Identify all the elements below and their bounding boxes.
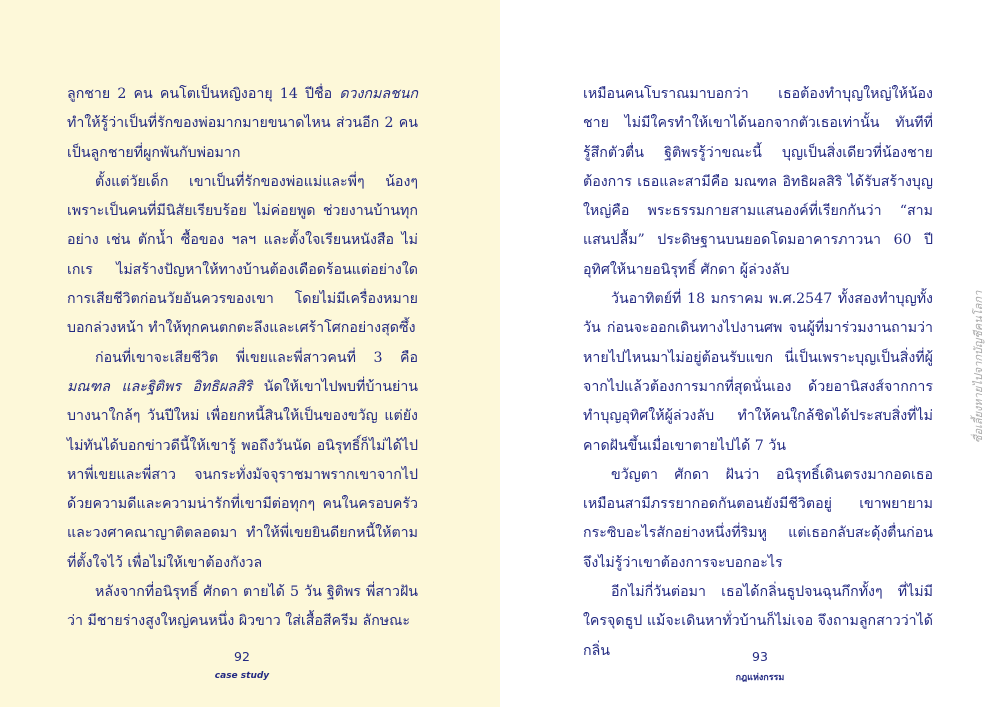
italic-name: มณฑล และฐิติพร อิทธิผลสิริ bbox=[67, 378, 253, 395]
italic-name: ดวงกมลชนก bbox=[339, 86, 418, 102]
side-caption-text: ซื่อเลี้ยงหายไปจากบัญชีคนโลกา bbox=[972, 290, 985, 443]
paragraph bbox=[67, 344, 418, 578]
text-run: นัดให้เขาไปพบที่บ้านย่านบางนาใกล้ๆ วันปีใหม่ เพื่อยกหนี้สินให้เป็นของขวัญ แต่ยังไม่ทันได้บอกข่าวดีนี้ให้เขารู้ พอถึงวันนัด อนิรุทธิ์ก็ไม่ได้ไปหาพี่เขยและพี่สาว จนกระทั่งมัจจุราชมาพรากเขาจากไป ด้วยความดีและความน่ารักที่เขามีต่อทุกๆ คนในครอบครัวและวงศาคณาญาติตลอดมา ทำให้พี่เขยยินดียกหนี้ให้ตามที่ตั้งใจไว้ เพื่อไม่ให้เขาต้องกังวล bbox=[67, 378, 419, 571]
paragraph bbox=[583, 285, 933, 461]
page-number-right: 93 bbox=[752, 649, 768, 664]
text-run: เหมือนคนโบราณมาบอกว่า เธอต้องทำบุญใหญ่ให้น้องชาย ไม่มีใครทำให้เขาได้นอกจากตัวเธอเท่านั้น ทันทีที่รู้สึกตัวตื่น ฐิติพรรู้ว่าขณะนี้ บุญเป็นสิ่งเดียวที่น้องชายต้องการ เธอและสามีคือ มณฑล อิทธิผลสิริ ได้รับสร้างบุญใหญ่คือ พระธรรมกายสามแสนองค์ที่เรียกกันว่า “สามแสนปลื้ม” ประดิษฐานบนยอดโดมอาคารภาวนา 60 ปีอุทิศให้นายอนิรุทธิ์ ศักดา ผู้ล่วงลับ bbox=[583, 86, 933, 278]
text-run: ตั้งแต่วัยเด็ก เขาเป็นที่รักของพ่อแม่และพี่ๆ น้องๆ เพราะเป็นคนที่มีนิสัยเรียบร้อย ไม่ค่อยพูด ช่วยงานบ้านทุกอย่าง เช่น ตักน้ำ ซื้อของ ฯลฯ และตั้งใจเรียนหนังสือ ไม่เกเร ไม่สร้างปัญหาให้ทางบ้านต้องเดือดร้อนแต่อย่างใด การเสียชีวิตก่อนวัยอันควรของเขา โดยไม่มีเครื่องหมายบอกล่วงหน้า ทำให้ทุกคนตกตะลึงและเศร้าโศกอย่างสุดซึ้ง bbox=[67, 173, 418, 337]
text-run: หลังจากที่อนิรุทธิ์ ศักดา ตายได้ 5 วัน ฐิติพร พี่สาวฝันว่า มีชายร่างสูงใหญ่คนหนึ่ง ผิวขาว ใส่เสื้อสีครีม ลักษณะ bbox=[67, 584, 418, 630]
footer-right: กฎแห่งกรรม bbox=[735, 673, 785, 683]
right-page bbox=[500, 0, 1000, 707]
left-page-body bbox=[67, 80, 418, 637]
paragraph bbox=[67, 80, 418, 168]
side-caption bbox=[963, 283, 985, 443]
text-run: อีกไม่กี่วันต่อมา เธอได้กลิ่นธูปจนฉุนกึกทั้งๆ ที่ไม่มีใครจุดธูป แม้จะเดินหาทั่วบ้านก็ไม่เจอ จึงถามลูกสาวว่าได้กลิ่น bbox=[583, 584, 933, 659]
paragraph bbox=[583, 80, 933, 285]
footer-left: case study bbox=[214, 671, 270, 681]
paragraph bbox=[67, 168, 418, 344]
text-run: วันอาทิตย์ที่ 18 มกราคม พ.ศ.2547 ทั้งสองทำบุญทั้งวัน ก่อนจะออกเดินทางไปงานศพ จนผู้ที่มาร่วมงานถามว่าหายไปไหนมาไม่อยู่ต้อนรับแขก นี่เป็นเพราะบุญเป็นสิ่งที่ผู้จากไปแล้วต้องการมากที่สุดนั่นเอง ด้วยอานิสงส์จากการทำบุญอุทิศให้ผู้ล่วงลับ ทำให้คนใกล้ชิดได้ประสบสิ่งที่ไม่คาดฝันขึ้นเมื่อเขาตายไปได้ 7 วัน bbox=[583, 291, 933, 454]
right-page-body bbox=[583, 80, 933, 666]
page-number-left: 92 bbox=[234, 649, 250, 664]
paragraph bbox=[583, 461, 933, 578]
text-run: ขวัญตา ศักดา ฝันว่า อนิรุทธิ์เดินตรงมากอดเธอเหมือนสามีภรรยากอดกันตอนยังมีชีวิตอยู่ เขาพยายามกระซิบอะไรสักอย่างหนึ่งที่ริมหู แต่เธอกลับสะดุ้งตื่นก่อน จึงไม่รู้ว่าเขาต้องการจะบอกอะไร bbox=[583, 466, 933, 571]
paragraph bbox=[67, 578, 418, 637]
text-run: ลูกชาย 2 คน คนโตเป็นหญิงอายุ 14 ปีชื่อ bbox=[67, 86, 340, 102]
text-run: ก่อนที่เขาจะเสียชีวิต พี่เขยและพี่สาวคนที่ 3 คือ bbox=[95, 349, 418, 366]
text-run: ทำให้รู้ว่าเป็นที่รักของพ่อมากมายขนาดไหน ส่วนอีก 2 คน เป็นลูกชายที่ผูกพันกับพ่อมาก bbox=[67, 115, 418, 161]
